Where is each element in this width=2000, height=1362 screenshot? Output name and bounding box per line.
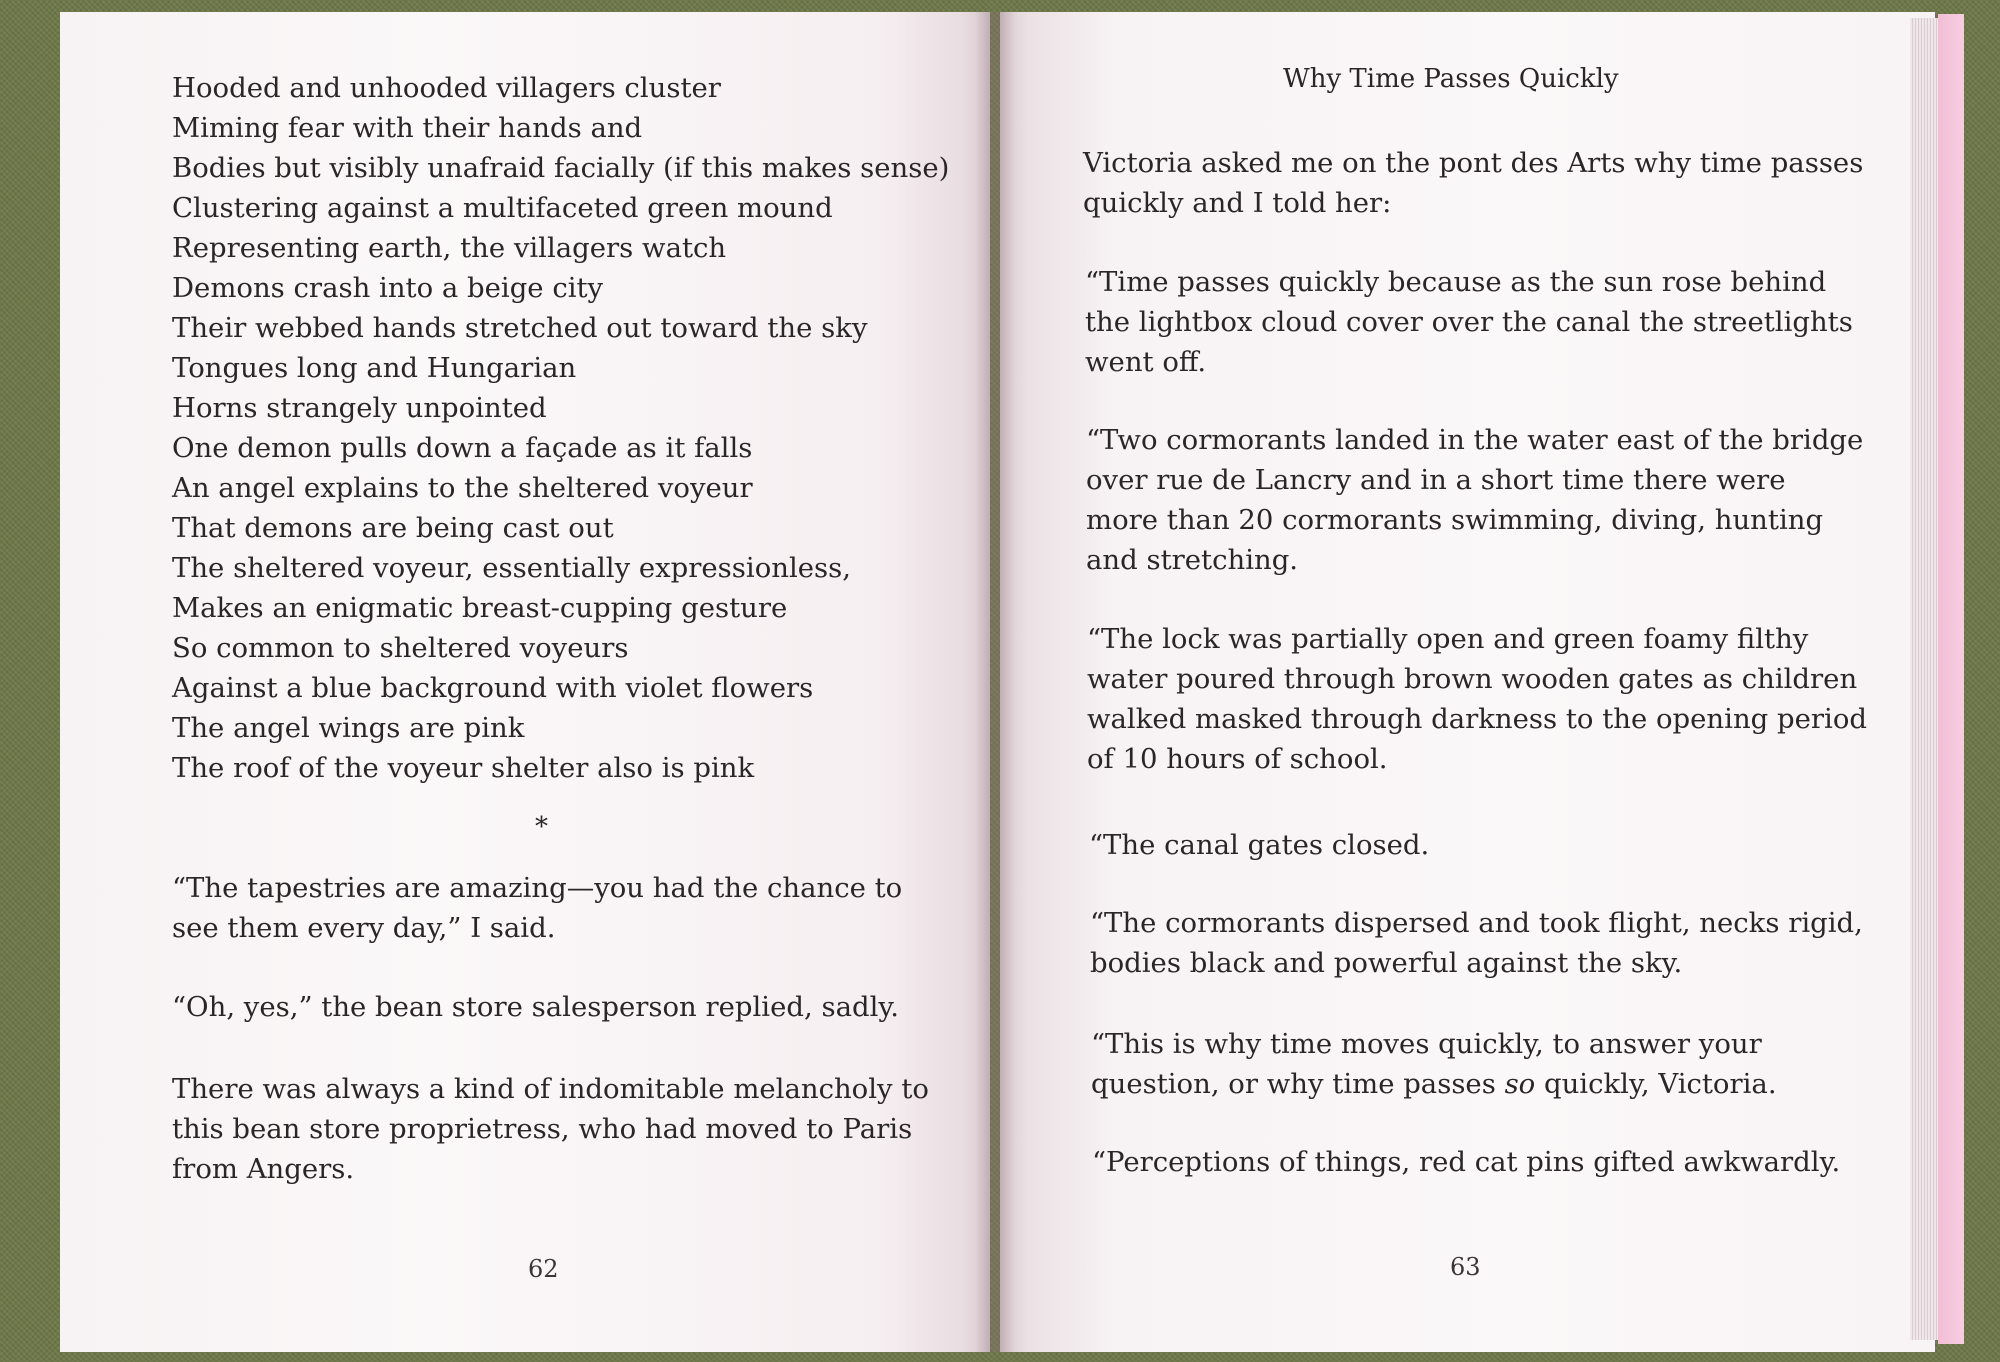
paragraph-line: went off.	[1085, 346, 1207, 378]
paragraph	[1086, 420, 1863, 580]
poem-line: One demon pulls down a façade as it falls	[172, 432, 753, 464]
page-number-left: 62	[528, 1255, 559, 1283]
paragraph-line: more than 20 cormorants swimming, diving, hunting	[1086, 504, 1824, 536]
paragraph-line: “Two cormorants landed in the water east of the bridge	[1086, 424, 1864, 456]
poem-line: Their webbed hands stretched out toward the sky	[172, 312, 868, 344]
paragraph-line: “Perceptions of things, red cat pins gifted awkwardly.	[1092, 1146, 1841, 1178]
pink-endpaper-edge	[1938, 14, 1964, 1344]
poem-line: Demons crash into a beige city	[172, 272, 604, 304]
paragraph-line: over rue de Lancry and in a short time there were	[1086, 464, 1786, 496]
paragraph-line: “The canal gates closed.	[1089, 829, 1430, 861]
poem-line: Bodies but visibly unafraid facially (if this makes sense)	[172, 152, 950, 184]
paragraph	[1092, 1142, 1840, 1182]
page-edges	[1910, 18, 1940, 1340]
paragraph	[172, 868, 902, 948]
poem-line: Clustering against a multifaceted green mound	[172, 192, 833, 224]
poem-line: Horns strangely unpointed	[172, 392, 547, 424]
paragraph-line: this bean store proprietress, who had moved to Paris	[172, 1113, 913, 1145]
poem-line: So common to sheltered voyeurs	[172, 632, 629, 664]
poem-line: Hooded and unhooded villagers cluster	[172, 72, 721, 104]
poem-line: Makes an enigmatic breast-cupping gesture	[172, 592, 788, 624]
paragraph-line: walked masked through darkness to the opening period	[1087, 703, 1867, 735]
paragraph-line	[1091, 1064, 1777, 1104]
question-line-after: quickly, Victoria.	[1535, 1068, 1777, 1100]
poem-line: Representing earth, the villagers watch	[172, 232, 727, 264]
paragraph	[1087, 619, 1867, 779]
poem-line: That demons are being cast out	[172, 512, 614, 544]
paragraph	[1083, 143, 1863, 223]
paragraph-line: quickly and I told her:	[1083, 187, 1392, 219]
section-separator: *	[535, 812, 548, 842]
paragraph-line: bodies black and powerful against the sky.	[1090, 947, 1683, 979]
poem-line: The sheltered voyeur, essentially expressionless,	[172, 552, 852, 584]
emphasis-word: so	[1504, 1068, 1536, 1100]
poem-line: Miming fear with their hands and	[172, 112, 643, 144]
poem-line: An angel explains to the sheltered voyeur	[172, 472, 753, 504]
paragraph-line: “The lock was partially open and green foamy filthy	[1087, 623, 1809, 655]
paragraph-line: “This is why time moves quickly, to answer your	[1091, 1028, 1762, 1060]
paragraph	[1089, 825, 1429, 865]
paragraph	[172, 1069, 929, 1189]
paragraph-line: and stretching.	[1086, 544, 1299, 576]
paragraph-line: water poured through brown wooden gates as children	[1087, 663, 1858, 695]
poem-stanza	[172, 68, 949, 788]
paragraph-line: of 10 hours of school.	[1087, 743, 1388, 775]
paragraph-line: from Angers.	[172, 1153, 355, 1185]
poem-line: The angel wings are pink	[172, 712, 525, 744]
paragraph	[1085, 262, 1853, 382]
paragraph-line: see them every day,” I said.	[172, 912, 556, 944]
paragraph-line: the lightbox cloud cover over the canal the streetlights	[1085, 306, 1853, 338]
paragraph	[1091, 1024, 1777, 1104]
poem-line: Tongues long and Hungarian	[172, 352, 577, 384]
paragraph	[172, 987, 899, 1027]
paragraph-line: Victoria asked me on the pont des Arts why time passes	[1083, 147, 1864, 179]
paragraph-line: “The cormorants dispersed and took flight, necks rigid,	[1090, 907, 1863, 939]
paragraph-line: “Time passes quickly because as the sun rose behind	[1085, 266, 1827, 298]
poem-line: The roof of the voyeur shelter also is pink	[172, 752, 755, 784]
paragraph-line: “The tapestries are amazing—you had the chance to	[172, 872, 903, 904]
question-line-before: question, or why time passes	[1091, 1068, 1505, 1100]
paragraph	[1090, 903, 1863, 983]
book-gutter	[975, 12, 1015, 1352]
poem-line: Against a blue background with violet flowers	[172, 672, 814, 704]
running-head: Why Time Passes Quickly	[1283, 64, 1619, 94]
paragraph-line: “Oh, yes,” the bean store salesperson replied, sadly.	[172, 991, 899, 1023]
page-number-right: 63	[1450, 1253, 1481, 1281]
paragraph-line: There was always a kind of indomitable melancholy to	[172, 1073, 929, 1105]
